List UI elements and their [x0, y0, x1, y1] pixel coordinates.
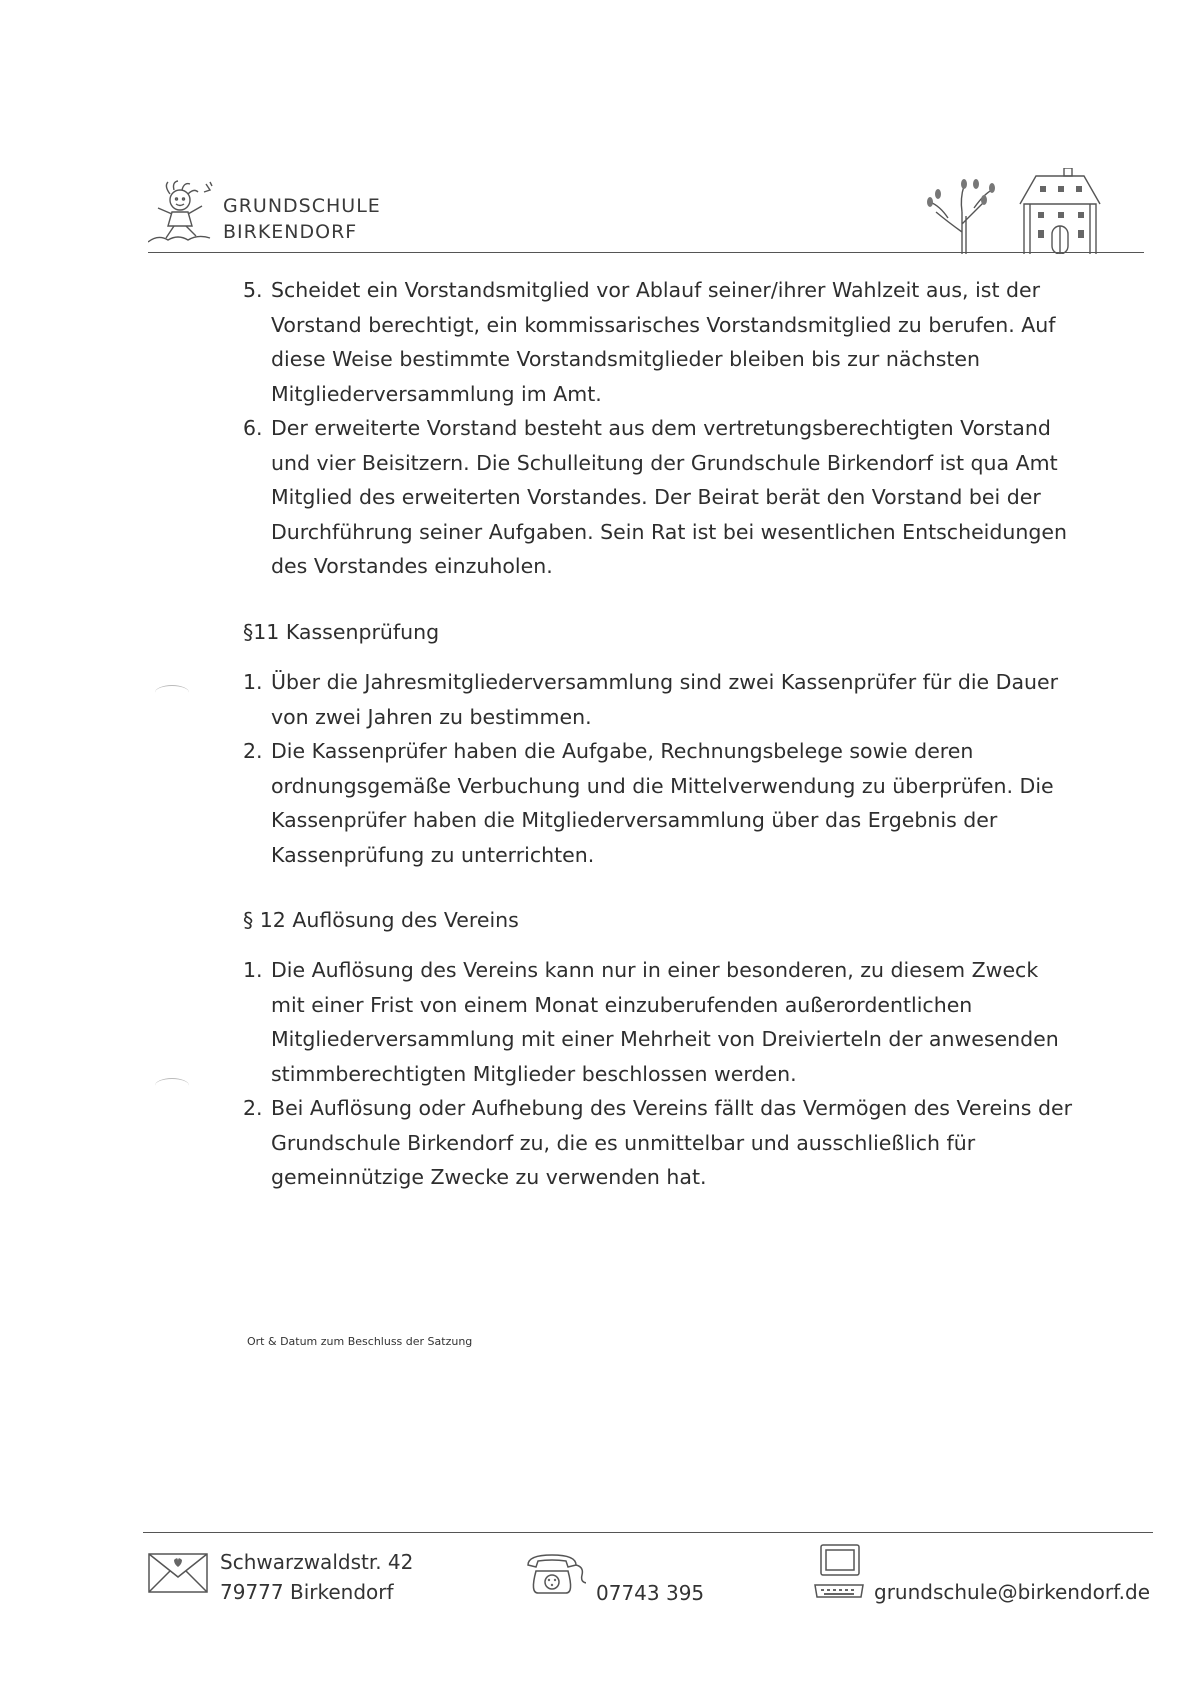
punch-hole-mark [155, 685, 189, 700]
header-rule [148, 252, 1144, 253]
footer-city: 79777 Birkendorf [220, 1580, 394, 1604]
punch-hole-mark [155, 1078, 189, 1093]
list-text: Über die Jahresmitgliederversammlung sind zwei Kassenprüfer für die Dauer von zwei Jahren zu bestimmen. [271, 670, 1059, 729]
signature-label: Ort & Datum zum Beschluss der Satzung [247, 1335, 473, 1348]
section12-heading: § 12 Auflösung des Vereins [243, 908, 519, 932]
footer-email[interactable]: grundschule@birkendorf.de [874, 1580, 1151, 1604]
list-number: 5. [243, 278, 263, 302]
list-number: 1. [243, 670, 263, 694]
list-item [243, 1091, 1073, 1195]
footer-rule [143, 1532, 1153, 1533]
list-item [243, 734, 1073, 872]
section12-list [243, 953, 1073, 1195]
list-item [243, 665, 1073, 734]
list-item [243, 273, 1073, 411]
list-number: 6. [243, 416, 263, 440]
list-text: Bei Auflösung oder Aufhebung des Vereins fällt das Vermögen des Vereins der Grundschule Birkendorf zu, die es unmittelbar und ausschließlich für gemeinnützige Zwecke zu verwenden hat. [271, 1096, 1073, 1189]
list-text: Der erweiterte Vorstand besteht aus dem vertretungsberechtigten Vorstand und vier Beisitzern. Die Schulleitung der Grundschule Birkendorf ist qua Amt Mitglied des erweiterten Vorstandes. Der Beirat berät den Vorstand bei der Durchführung seiner Aufgaben. Sein Rat ist bei wesentlichen Entscheidungen des Vorstandes einzuholen. [271, 416, 1067, 578]
list-text: Die Auflösung des Vereins kann nur in einer besonderen, zu diesem Zweck mit einer Frist von einem Monat einzuberufenden außerordentlichen Mitgliederversammlung mit einer Mehrheit von Dreivierteln der anwesenden stimmberechtigten Mitglieder beschlossen werden. [271, 958, 1059, 1086]
list-number: 2. [243, 739, 263, 763]
list-text: Die Kassenprüfer haben die Aufgabe, Rechnungsbelege sowie deren ordnungsgemäße Verbuchung und die Mittelverwendung zu überprüfen. Die Kassenprüfer haben die Mitgliederversammlung über das Ergebnis der Kassenprüfung zu unterrichten. [271, 739, 1054, 867]
list-number: 1. [243, 958, 263, 982]
footer-phone: 07743 395 [596, 1581, 705, 1605]
list-item [243, 411, 1073, 584]
computer-icon [813, 1543, 865, 1599]
footer-street: Schwarzwaldstr. 42 [220, 1550, 414, 1574]
school-name-line2: BIRKENDORF [223, 221, 358, 243]
list-number: 2. [243, 1096, 263, 1120]
section11-list [243, 665, 1073, 872]
section10-continued [243, 273, 1073, 584]
envelope-icon [148, 1553, 208, 1593]
school-child-logo-icon [148, 180, 218, 246]
school-name-line1: GRUNDSCHULE [223, 195, 381, 217]
list-item [243, 953, 1073, 1091]
tree-icon [918, 172, 1008, 254]
house-icon [1018, 168, 1102, 254]
list-text: Scheidet ein Vorstandsmitglied vor Ablauf seiner/ihrer Wahlzeit aus, ist der Vorstand berechtigt, ein kommissarisches Vorstandsmitglied zu berufen. Auf diese Weise bestimmte Vorstandsmitglieder bleiben bis zur nächsten Mitgliederversammlung im Amt. [271, 278, 1056, 406]
section11-heading: §11 Kassenprüfung [243, 620, 440, 644]
telephone-icon [524, 1553, 586, 1595]
